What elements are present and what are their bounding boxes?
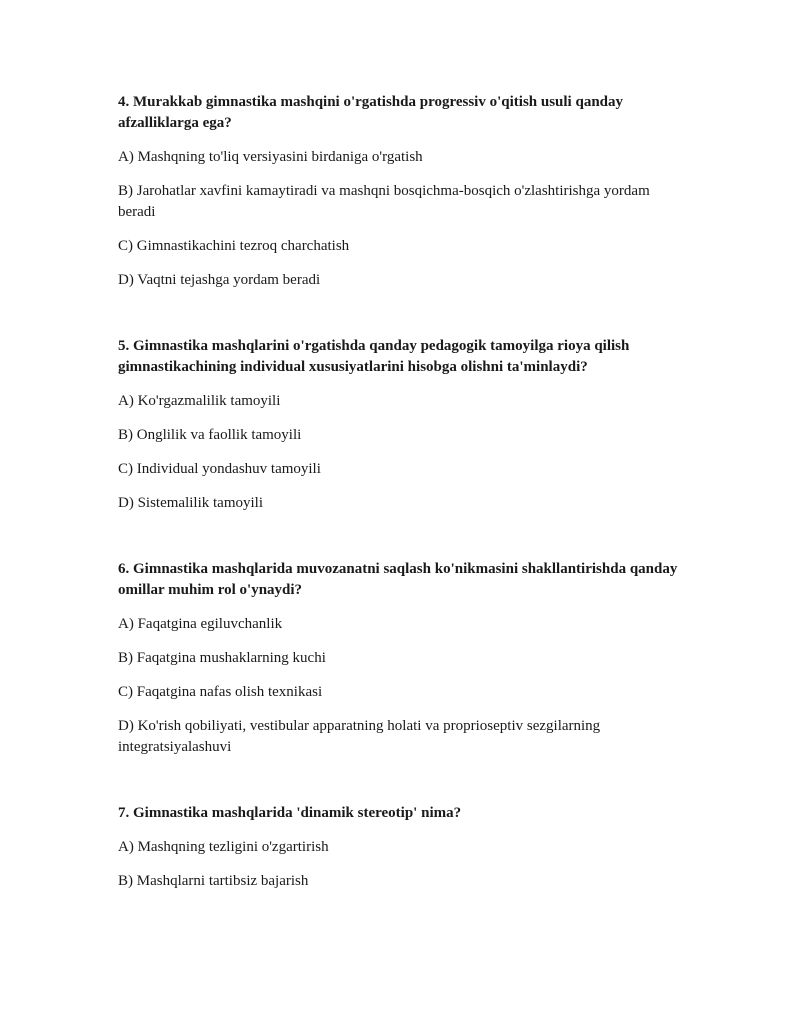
question-title: 4. Murakkab gimnastika mashqini o'rgatishda progressiv o'qitish usuli qanday afzalliklarga ega?	[118, 94, 624, 131]
question-spacer	[118, 527, 688, 559]
answer-option-c: C) Gimnastikachini tezroq charchatish	[118, 238, 350, 254]
question-spacer	[118, 304, 688, 336]
answer-option-a: A) Mashqning tezligini o'zgartirish	[118, 839, 329, 855]
answer-option-d: D) Ko'rish qobiliyati, vestibular apparatning holati va proprioseptiv sezgilarning integratsiyalashuvi	[118, 718, 601, 755]
question-7	[118, 803, 688, 892]
answer-option-c: C) Faqatgina nafas olish texnikasi	[118, 684, 323, 700]
answer-option-a: A) Faqatgina egiluvchanlik	[118, 616, 283, 632]
question-spacer	[118, 771, 688, 803]
answer-option-d: D) Sistemalilik tamoyili	[118, 495, 263, 511]
answer-option-b: B) Faqatgina mushaklarning kuchi	[118, 650, 326, 666]
question-6	[118, 559, 688, 758]
answer-option-a: A) Mashqning to'liq versiyasini birdaniga o'rgatish	[118, 149, 423, 165]
question-4	[118, 92, 688, 291]
answer-option-b: B) Jarohatlar xavfini kamaytiradi va mashqni bosqichma-bosqich o'zlashtirishga yordam beradi	[118, 183, 650, 220]
answer-option-a: A) Ko'rgazmalilik tamoyili	[118, 393, 281, 409]
question-5	[118, 336, 688, 514]
question-list	[118, 92, 688, 905]
question-title: 7. Gimnastika mashqlarida 'dinamik stereotip' nima?	[118, 805, 462, 821]
answer-option-d: D) Vaqtni tejashga yordam beradi	[118, 272, 321, 288]
question-title: 6. Gimnastika mashqlarida muvozanatni saqlash ko'nikmasini shakllantirishda qanday omillar muhim rol o'ynaydi?	[118, 561, 678, 598]
answer-option-b: B) Mashqlarni tartibsiz bajarish	[118, 873, 309, 889]
answer-option-b: B) Onglilik va faollik tamoyili	[118, 427, 302, 443]
answer-option-c: C) Individual yondashuv tamoyili	[118, 461, 321, 477]
question-title: 5. Gimnastika mashqlarini o'rgatishda qanday pedagogik tamoyilga rioya qilish gimnastikachining individual xususiyatlarini hisobga olishni ta'minlaydi?	[118, 338, 630, 375]
